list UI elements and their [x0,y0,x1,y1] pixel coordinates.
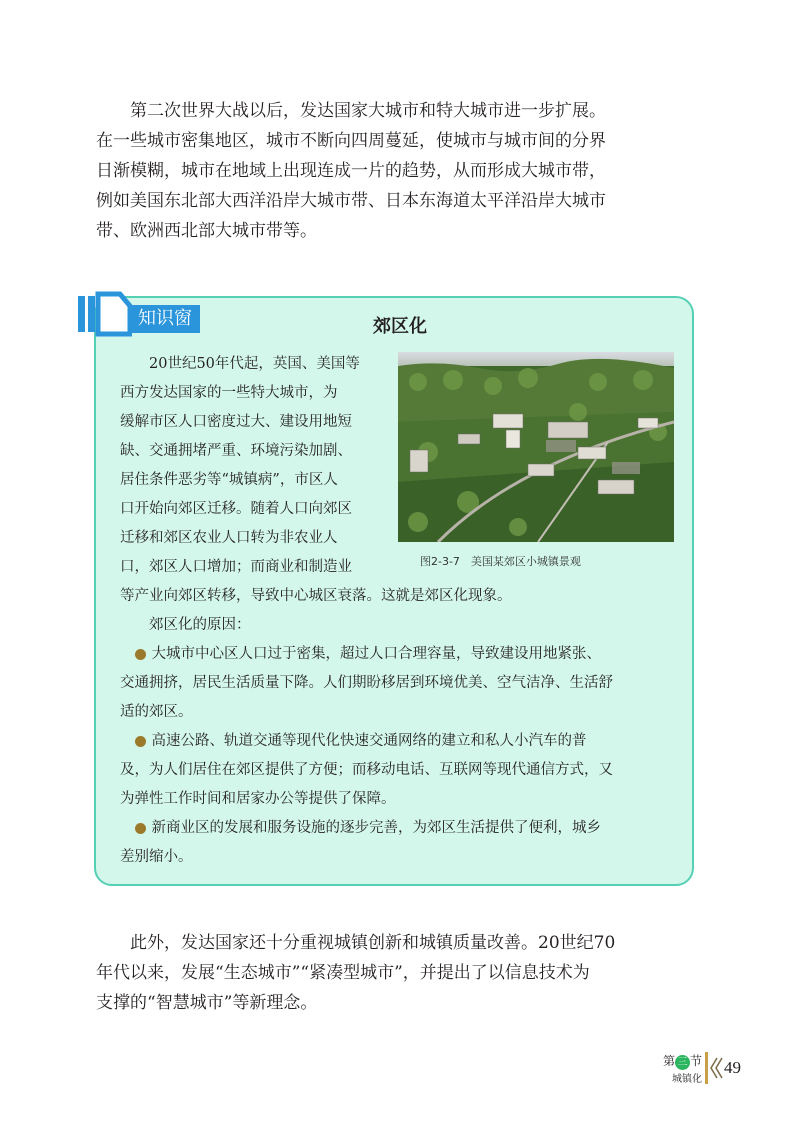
knowledge-window-icon [76,290,132,338]
knowledge-body-text [120,582,680,872]
section-title: 城镇化 [672,1074,702,1085]
knowledge-title: 郊区化 [373,316,427,337]
bullet-line: 及，为人们居住在郊区提供了方便；而移动电话、互联网等现代通信方式，又 [120,762,613,778]
knowledge-line: 缺、交通拥堵严重、环境污染加剧、 [120,443,352,459]
outro-paragraph [96,928,616,1018]
knowledge-line: 口开始向郊区迁移。随着人口向郊区 [120,501,352,517]
bullet-item: 高速公路、轨道交通等现代化快速交通网络的建立和私人小汽车的普 [120,727,680,756]
knowledge-line: 迁移和郊区农业人口转为非农业人 [120,530,338,546]
intro-line: 日渐模糊，城市在地域上出现连成一片的趋势，从而形成大城市带， [96,161,606,181]
suburban-town-photo [398,352,674,542]
section-label: 第 三 节 [662,1054,702,1068]
photo-caption: 图2-3-7 美国某郊区小城镇景观 [420,555,581,568]
outro-line: 年代以来，发展“生态城市”“紧凑型城市”，并提出了以信息技术为 [96,963,590,983]
bullet-line: 交通拥挤，居民生活质量下降。人们期盼移居到环境优美、空气洁净、生活舒 [120,675,613,691]
bullet-icon [135,649,146,660]
knowledge-line: 居住条件恶劣等“城镇病”，市区人 [120,472,338,488]
outro-line: 此外，发达国家还十分重视城镇创新和城镇质量改善。20世纪70 [96,933,616,953]
section-number-badge: 三 [675,1055,690,1070]
bullet-icon [135,823,146,834]
knowledge-tag: 知识窗 [130,305,200,333]
knowledge-left-text [120,350,390,582]
bullet-item: 大城市中心区人口过于密集，超过人口合理容量，导致建设用地紧张、 [120,640,680,669]
outro-line: 支撑的“智慧城市”等新理念。 [96,993,318,1013]
intro-line: 例如美国东北部大西洋沿岸大城市带、日本东海道太平洋沿岸大城市 [96,191,606,211]
page-number: 49 [724,1058,741,1077]
bullet-line: 适的郊区。 [120,704,193,720]
bullet-line: 差别缩小。 [120,849,193,865]
knowledge-line: 口，郊区人口增加；而商业和制造业 [120,559,352,575]
reason-title: 郊区化的原因： [120,617,251,633]
intro-line: 在一些城市密集地区，城市不断向四周蔓延，使城市与城市间的分界 [96,131,606,151]
intro-paragraph [96,96,606,246]
knowledge-line: 缓解市区人口密度过大、建设用地短 [120,414,352,430]
bullet-item: 新商业区的发展和服务设施的逐步完善，为郊区生活提供了便利，城乡 [120,814,680,843]
bullet-line: 为弹性工作时间和居家办公等提供了保障。 [120,791,396,807]
knowledge-line: 20世纪50年代起，英国、美国等 [120,356,360,372]
bullet-icon [135,736,146,747]
intro-line: 带、欧洲西北部大城市带等。 [96,221,317,241]
knowledge-line: 西方发达国家的一些特大城市，为 [120,385,338,401]
knowledge-line: 等产业向郊区转移，导致中心城区衰落。这就是郊区化现象。 [120,588,512,604]
intro-line: 第二次世界大战以后，发达国家大城市和特大城市进一步扩展。 [96,101,606,121]
